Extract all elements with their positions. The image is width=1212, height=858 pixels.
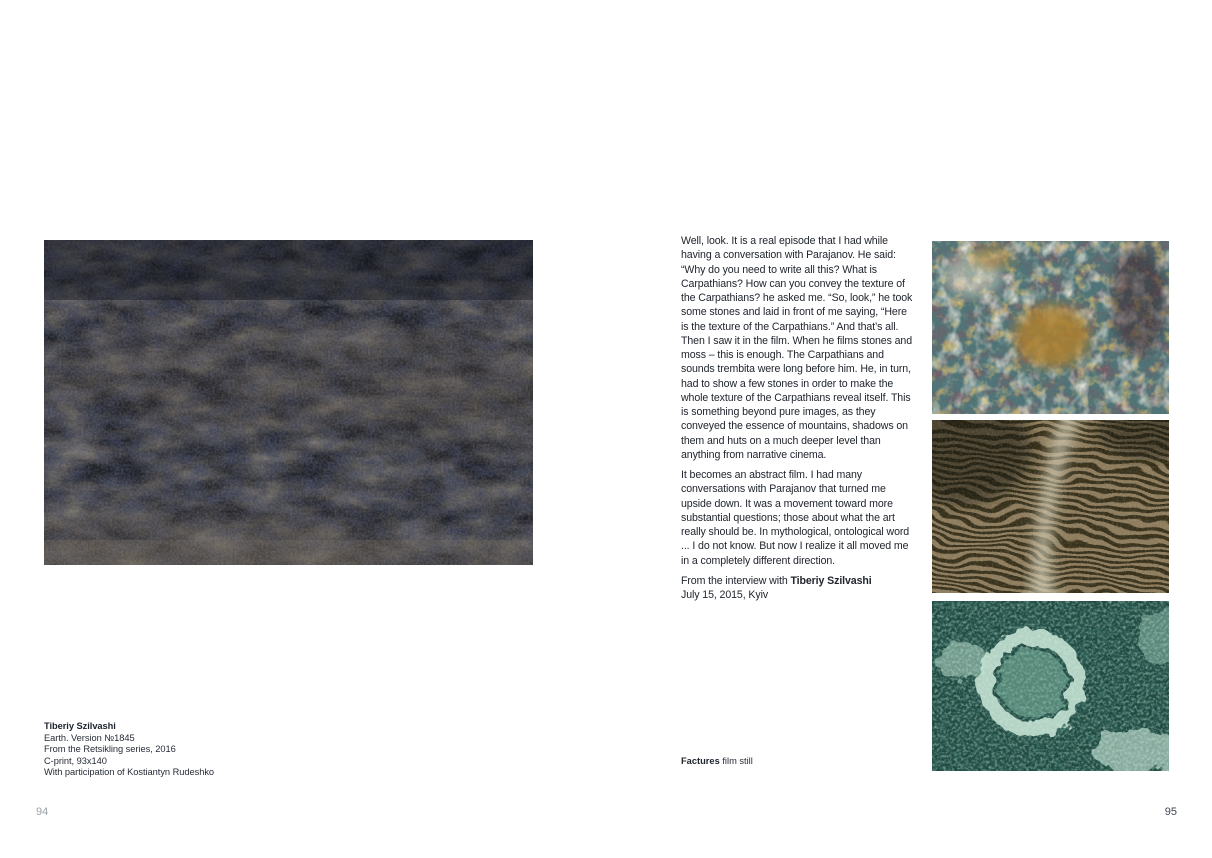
interview-paragraph: It becomes an abstract film. I had many conversations with Parajanov that turned me upside down. It was a movement toward more substantial questions; those about what the art really should be. In mythological, ontological word ... I do not know. But now I realize it all moved me in a completely different direction. <box>681 469 910 567</box>
earth-photo-texture <box>44 240 533 565</box>
interview-text-column <box>681 234 914 602</box>
attribution-prefix: From the interview with <box>681 574 791 587</box>
fingerprint-photo-texture <box>932 420 1169 593</box>
crater-photograph <box>932 601 1169 771</box>
lichen-photo-texture <box>932 241 1169 414</box>
attribution-name: Tiberiy Szilvashi <box>790 574 872 587</box>
interview-paragraph: Well, look. It is a real episode that I had while having a conversation with Parajanov. He said: “Why do you need to write all this? What is Carpathians? How can you convey the texture of the Carpathians? he asked me. “So, look,” he took some stones and laid in front of me saying, “Here is the texture of the Carpathians.” And that’s all. Then I saw it in the film. When he films stones and moss – this is enough. The Carpathians and sounds trembita were long before him. He, in turn, had to show a few stones in order to make the whole texture of the Carpathians reveal itself. This is something beyond pure images, as they conveyed the essence of mountains, shadows on them and huts on a much deeper level than anything from narrative cinema. <box>681 235 913 461</box>
caption-line: From the Retsikling series, 2016 <box>44 744 176 755</box>
factures-caption-rest: film still <box>719 756 753 766</box>
factures-caption-bold: Factures <box>681 756 720 766</box>
attribution-dateline: July 15, 2015, Kyiv <box>681 589 769 601</box>
caption-artist: Tiberiy Szilvashi <box>44 721 116 731</box>
artwork-caption <box>44 721 284 779</box>
caption-line: With participation of Kostiantyn Rudeshko <box>44 767 215 778</box>
earth-photograph <box>44 240 533 565</box>
crater-photo-texture <box>932 601 1169 771</box>
fingerprint-photograph <box>932 420 1169 593</box>
page-number-right: 95 <box>1164 806 1177 818</box>
factures-caption <box>681 756 753 768</box>
page-number-left: 94 <box>36 806 49 818</box>
caption-line: C-print, 93x140 <box>44 755 107 766</box>
caption-line: Earth. Version №1845 <box>44 732 135 743</box>
attribution <box>681 574 914 603</box>
lichen-photograph <box>932 241 1169 414</box>
